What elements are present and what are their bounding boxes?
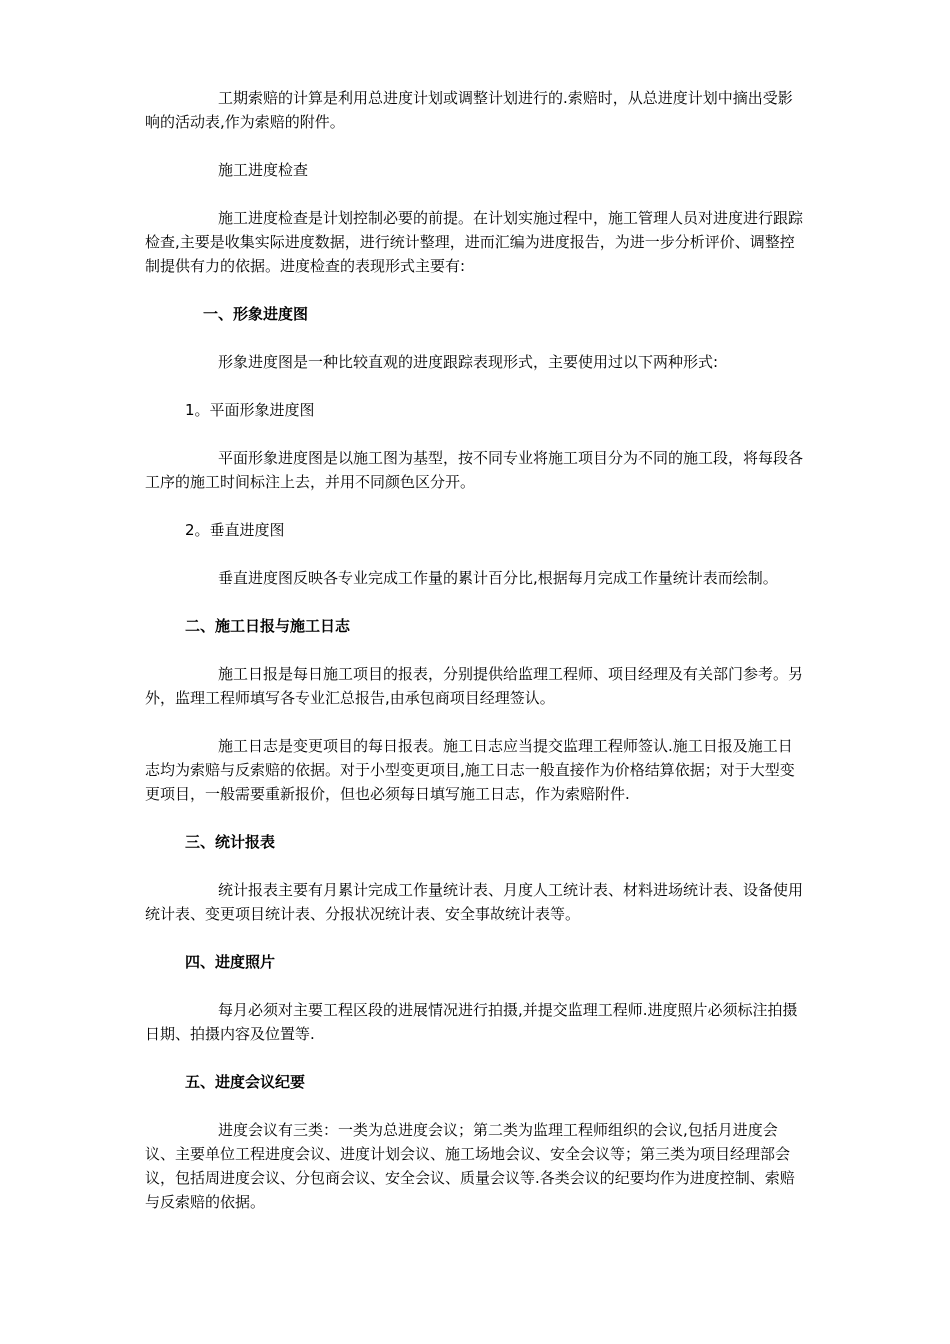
paragraph-progress-check: 施工进度检查是计划控制必要的前提。在计划实施过程中，施工管理人员对进度进行跟踪检查,主要是收集实际进度数据，进行统计整理，进而汇编为进度报告，为进一步分析评价、调整控制提供有力的依据。进度检查的表现形式主要有: xyxy=(145,209,804,275)
heading-progress-meeting-minutes: 五、进度会议纪要 xyxy=(185,1073,306,1091)
heading-daily-report-log: 二、施工日报与施工日志 xyxy=(185,617,351,635)
heading-statistical-reports: 三、统计报表 xyxy=(185,833,276,851)
heading-image-progress-chart: 一、形象进度图 xyxy=(203,305,309,323)
document-page xyxy=(145,86,805,1238)
paragraph-claim-calculation: 工期索赔的计算是利用总进度计划或调整计划进行的.索赔时，从总进度计划中摘出受影响的活动表,作为索赔的附件。 xyxy=(145,89,793,131)
paragraph-statistical-reports: 统计报表主要有月累计完成工作量统计表、月度人工统计表、材料进场统计表、设备使用统计表、变更项目统计表、分报状况统计表、安全事故统计表等。 xyxy=(145,881,804,923)
paragraph-vertical-progress-chart: 垂直进度图反映各专业完成工作量的累计百分比,根据每月完成工作量统计表而绘制。 xyxy=(218,569,778,587)
heading-plane-progress-chart: 1。平面形象进度图 xyxy=(185,401,315,419)
heading-progress-photos: 四、进度照片 xyxy=(185,953,276,971)
paragraph-image-progress-chart: 形象进度图是一种比较直观的进度跟踪表现形式，主要使用过以下两种形式: xyxy=(218,353,719,371)
paragraph-daily-report: 施工日报是每日施工项目的报表，分别提供给监理工程师、项目经理及有关部门参考。另外，监理工程师填写各专业汇总报告,由承包商项目经理签认。 xyxy=(145,665,804,707)
paragraph-construction-log: 施工日志是变更项目的每日报表。施工日志应当提交监理工程师签认.施工日报及施工日志均为索赔与反索赔的依据。对于小型变更项目,施工日志一般直接作为价格结算依据；对于大型变更项目，一般需要重新报价，但也必须每日填写施工日志，作为索赔附件. xyxy=(145,737,795,803)
heading-vertical-progress-chart: 2。垂直进度图 xyxy=(185,521,285,539)
paragraph-progress-meeting-minutes: 进度会议有三类：一类为总进度会议；第二类为监理工程师组织的会议,包括月进度会议、主要单位工程进度会议、进度计划会议、施工场地会议、安全会议等；第三类为项目经理部会议，包括周进度会议、分包商会议、安全会议、质量会议等.各类会议的纪要均作为进度控制、索赔与反索赔的依据。 xyxy=(145,1121,795,1211)
paragraph-plane-progress-chart: 平面形象进度图是以施工图为基型，按不同专业将施工项目分为不同的施工段，将每段各工序的施工时间标注上去，并用不同颜色区分开。 xyxy=(145,449,804,491)
paragraph-progress-photos: 每月必须对主要工程区段的进展情况进行拍摄,并提交监理工程师.进度照片必须标注拍摄日期、拍摄内容及位置等. xyxy=(145,1001,798,1043)
heading-progress-check: 施工进度检查 xyxy=(218,161,309,179)
